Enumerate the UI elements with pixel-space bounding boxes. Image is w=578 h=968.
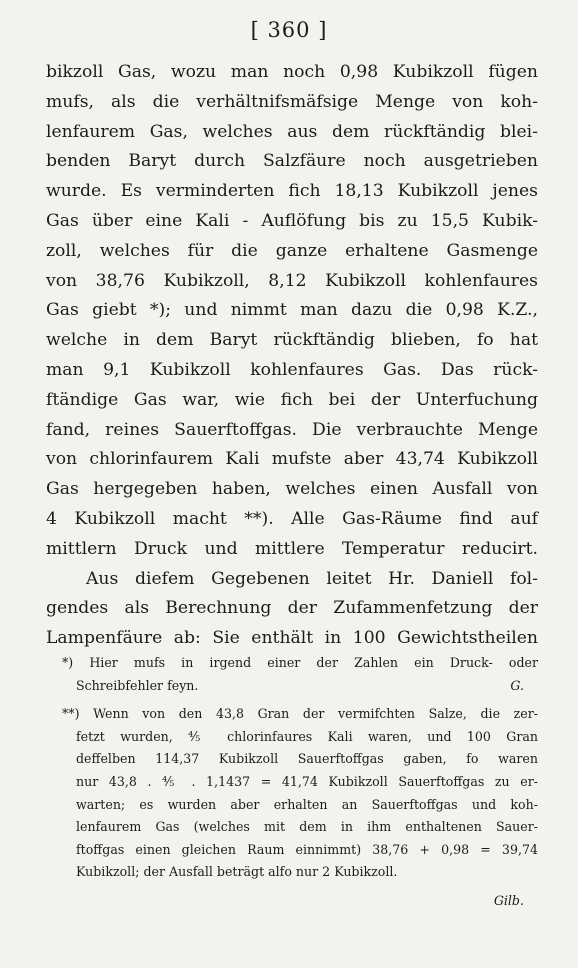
body-line: welche in dem Baryt rückftändig blieben, fo hat: [46, 330, 538, 351]
body-line: man 9,1 Kubikzoll kohlenfaures Gas. Das rück-: [46, 359, 538, 380]
body-line: zoll, welches für die ganze erhaltene Gasmenge: [46, 240, 538, 261]
footnote-line: nur 43,8 . ⅘ . 1,1437 = 41,74 Kubikzoll Sauerftoffgas zu er-: [76, 773, 538, 789]
footnote-line: warten; es wurden aber erhalten an Sauerftoffgas und koh-: [76, 796, 538, 812]
body-line: lenfaurem Gas, welches aus dem rückftändig blei-: [46, 121, 538, 142]
body-line: mufs, als die verhältnifsmäfsige Menge von koh-: [46, 91, 538, 112]
body-line: wurde. Es verminderten fich 18,13 Kubikzoll jenes: [46, 181, 538, 202]
footnote-1: [62, 652, 538, 697]
body-line: Gas hergegeben haben, welches einen Ausfall von: [46, 479, 538, 500]
footnote-line: Schreibfehler feyn.: [76, 677, 199, 693]
body-line: Gas giebt *); und nimmt man dazu die 0,98 K.Z.,: [46, 300, 538, 321]
body-line: mittlern Druck und mittlere Temperatur reducirt.: [46, 538, 538, 559]
footnote-signature: Gilb.: [493, 892, 524, 908]
body-line: gendes als Berechnung der Zufammenfetzung der: [46, 598, 538, 619]
footnote-line: Kubikzoll; der Ausfall beträgt alfo nur 2 Kubikzoll.: [76, 864, 398, 880]
body-line: 4 Kubikzoll macht **). Alle Gas-Räume find auf: [46, 508, 538, 529]
body-line: Lampenfäure ab: Sie enthält in 100 Gewichtstheilen: [46, 628, 538, 649]
body-line: fand, reines Sauerftoffgas. Die verbrauchte Menge: [46, 419, 538, 440]
footnote-line: **) Wenn von den 43,8 Gran der vermifchten Salze, die zer-: [62, 706, 538, 722]
footnote-line: lenfaurem Gas (welches mit dem in ihm enthaltenen Sauer-: [76, 819, 538, 835]
footnote-line: *) Hier mufs in irgend einer der Zahlen ein Druck- oder: [62, 655, 538, 670]
footnote-line: fetzt wurden, ⅘ chlorinfaures Kali waren, und 100 Gran: [76, 728, 538, 744]
footnote-line: ftoffgas einen gleichen Raum einnimmt) 38,76 + 0,98 = 39,74: [76, 841, 538, 857]
footnotes: [62, 652, 538, 913]
body-line: bikzoll Gas, wozu man noch 0,98 Kubikzoll fügen: [46, 62, 538, 82]
body-line: Gas über eine Kali - Auflöfung bis zu 15,5 Kubik-: [46, 210, 538, 231]
page-number: [ 360 ]: [250, 18, 328, 42]
footnote-line: deffelben 114,37 Kubikzoll Sauerftoffgas gaben, fo waren: [76, 751, 538, 767]
body-line: ftändige Gas war, wie fich bei der Unterfuchung: [46, 389, 538, 410]
body-line: von 38,76 Kubikzoll, 8,12 Kubikzoll kohlenfaures: [46, 270, 538, 291]
body-line: benden Baryt durch Salzfäure noch ausgetrieben: [46, 151, 538, 172]
footnote-signature: G.: [510, 677, 524, 693]
body-line: Aus diefem Gegebenen leitet Hr. Daniell fol-: [86, 568, 538, 589]
body-line: von chlorinfaurem Kali mufste aber 43,74 Kubikzoll: [46, 449, 538, 470]
main-text-block: [46, 58, 538, 654]
footnote-2: [62, 703, 538, 912]
